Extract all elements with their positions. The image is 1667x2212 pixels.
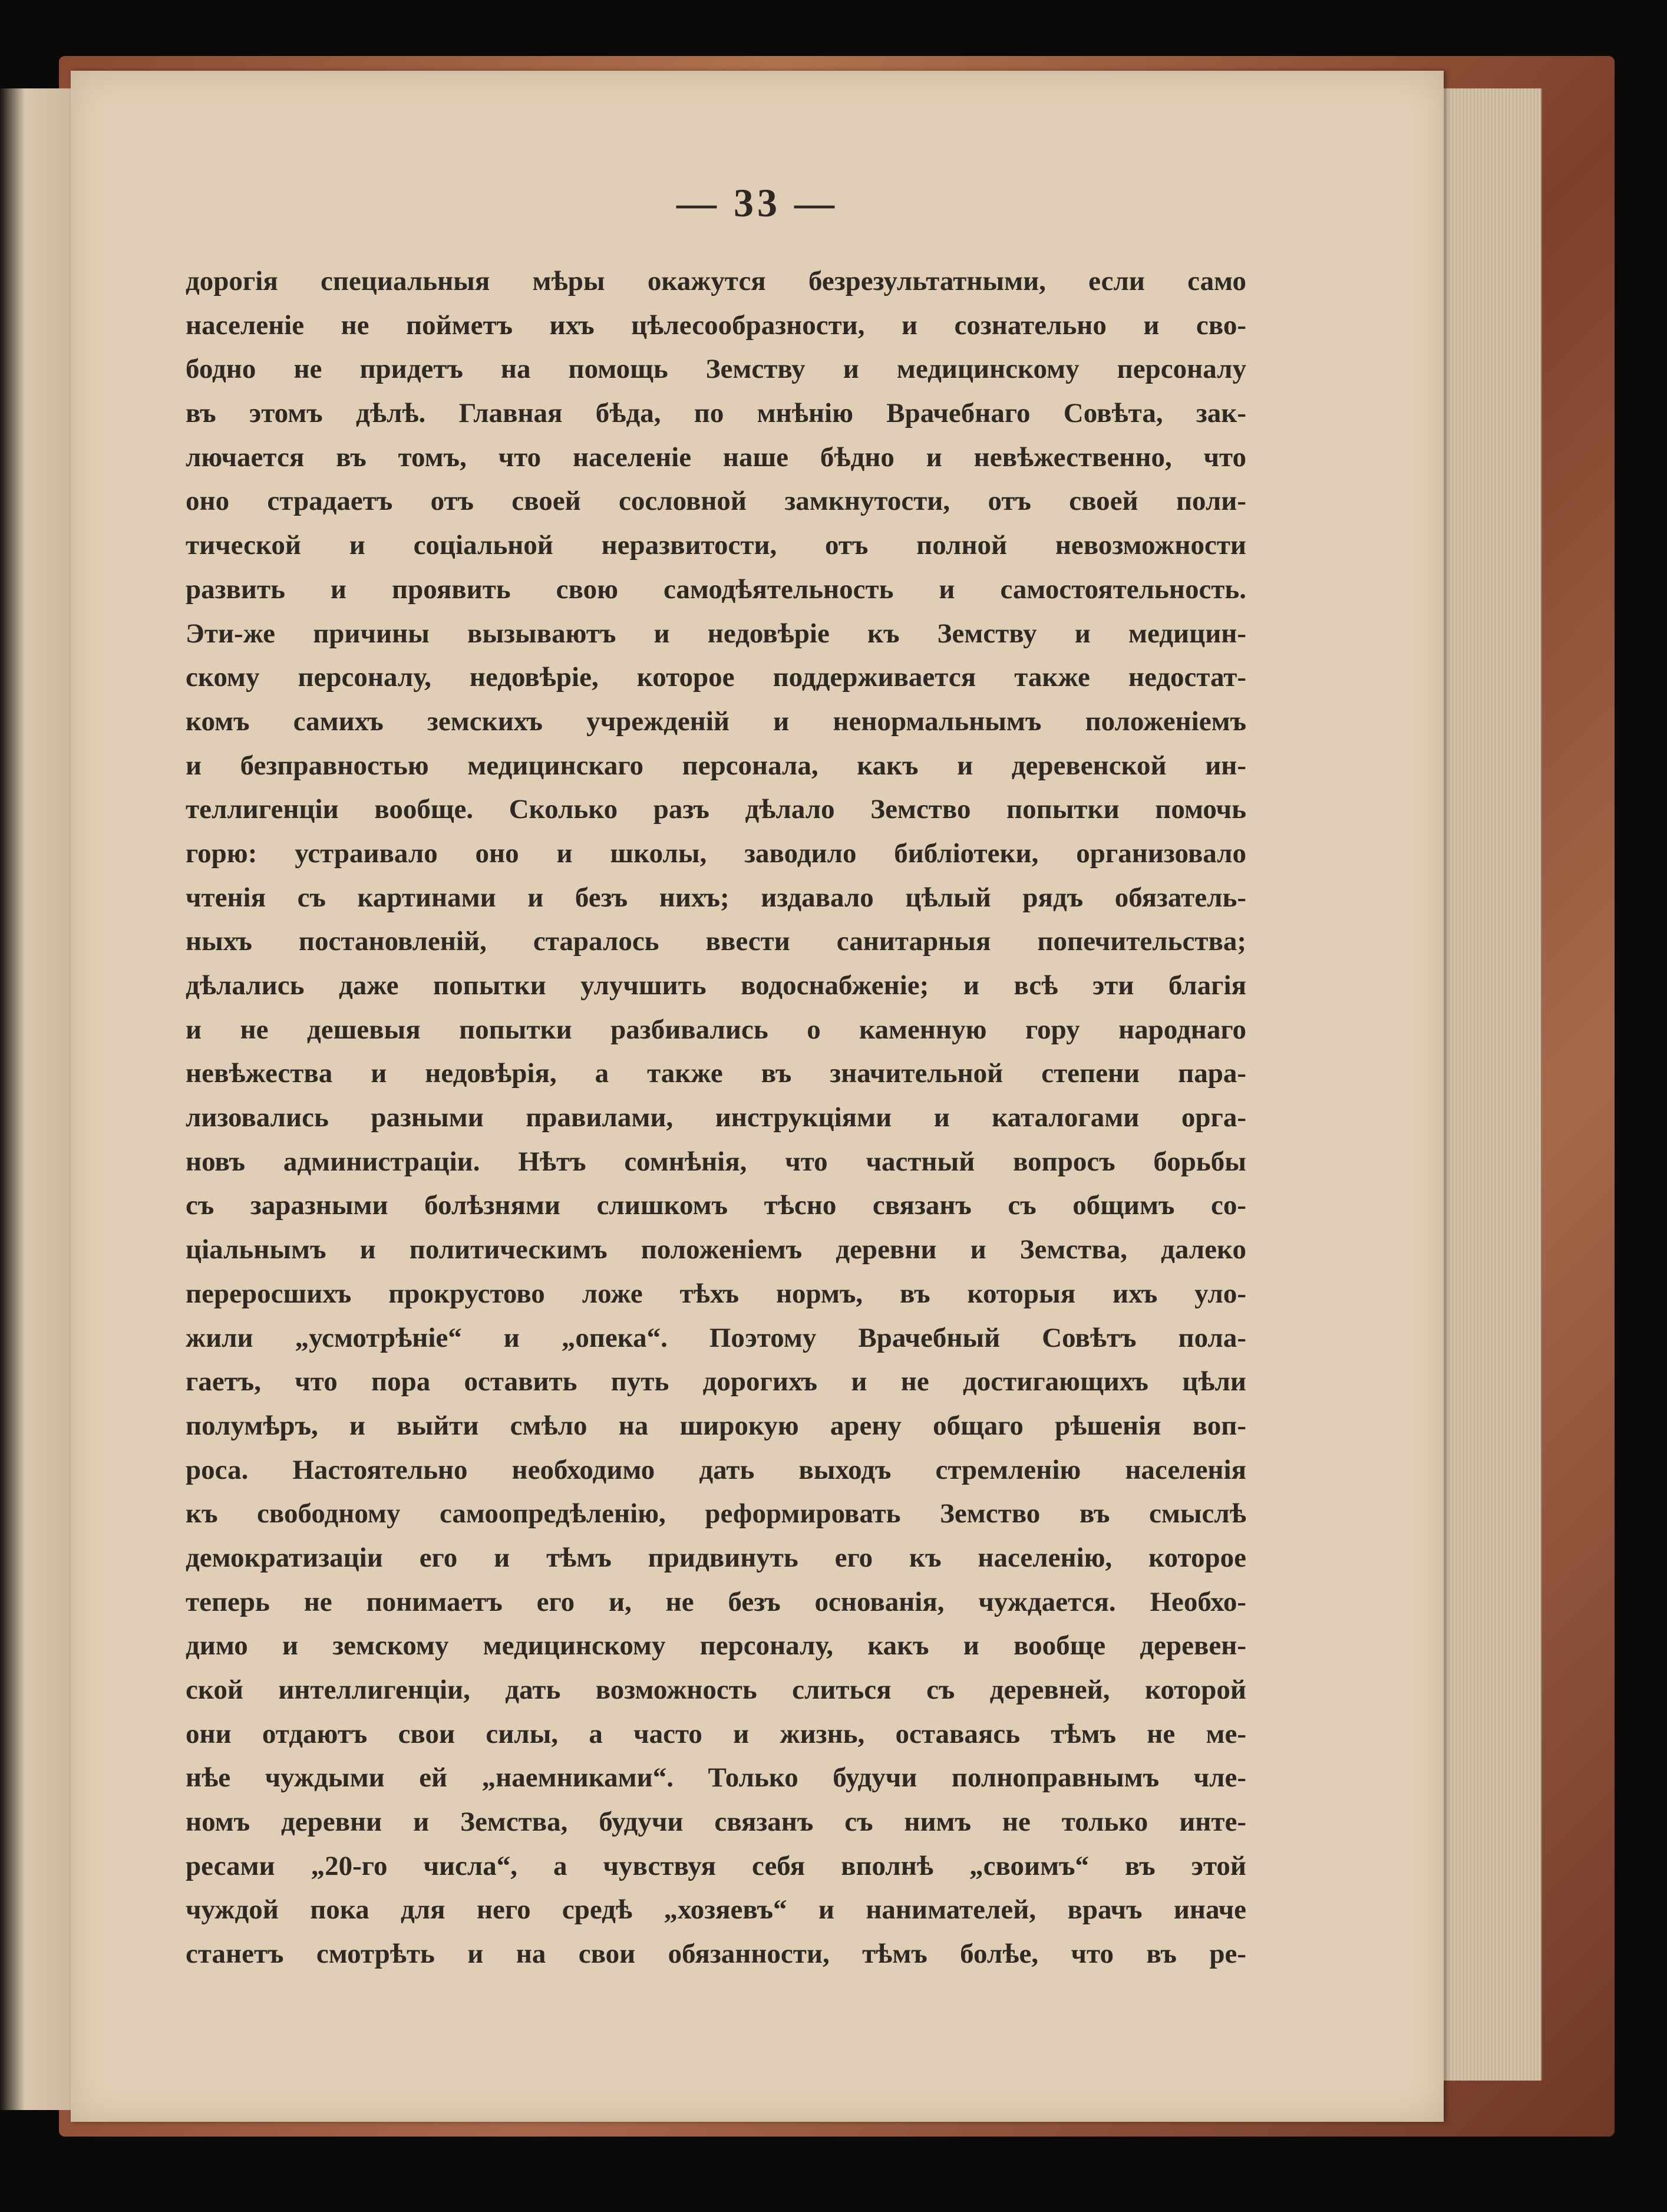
text-line: бодно не придетъ на помощь Земству и медицинскому персоналу — [186, 354, 1246, 385]
text-line: ныхъ постановленій, старалось ввести санитарныя попечительства; — [186, 926, 1246, 957]
left-page-edge — [0, 88, 71, 2110]
page-stack-edge — [1441, 88, 1542, 2081]
text-line: Эти-же причины вызываютъ и недовѣріе къ Земству и медицин- — [186, 618, 1246, 649]
text-line: гаетъ, что пора оставить путь дорогихъ и не достигающихъ цѣли — [186, 1366, 1246, 1397]
text-line: дѣлались даже попытки улучшить водоснабженіе; и всѣ эти благія — [186, 970, 1246, 1001]
text-line: димо и земскому медицинскому персоналу, какъ и вообще деревен- — [186, 1630, 1246, 1662]
text-line: дорогія специальныя мѣры окажутся безрезультатными, если само — [186, 266, 1246, 296]
text-line: ской интеллигенціи, дать возможность слиться съ деревней, которой — [186, 1674, 1246, 1705]
text-line: переросшихъ прокрустово ложе тѣхъ нормъ, въ которыя ихъ уло- — [186, 1278, 1246, 1309]
text-line: лизовались разными правилами, инструкціями и каталогами орга- — [186, 1102, 1246, 1133]
text-line: теллигенціи вообще. Сколько разъ дѣлало Земство попытки помочь — [186, 794, 1246, 825]
text-line: комъ самихъ земскихъ учрежденій и ненормальнымъ положеніемъ — [186, 706, 1246, 737]
text-line: въ этомъ дѣлѣ. Главная бѣда, по мнѣнію Врачебнаго Совѣта, зак- — [186, 398, 1246, 429]
text-line: лючается въ томъ, что населеніе наше бѣдно и невѣжественно, что — [186, 441, 1246, 473]
text-line: чтенія съ картинами и безъ нихъ; издавало цѣлый рядъ обязатель- — [186, 882, 1246, 913]
page-number: — 33 — — [676, 180, 838, 225]
text-line: теперь не понимаетъ его и, не безъ основанія, чуждается. Необхо- — [186, 1586, 1246, 1617]
text-line: станетъ смотрѣть и на свои обязанности, тѣмъ болѣе, что въ ре- — [186, 1939, 1246, 1970]
text-line: горю: устраивало оно и школы, заводило библіотеки, организовало — [186, 838, 1246, 869]
text-line: и не дешевыя попытки разбивались о каменную гору народнаго — [186, 1014, 1246, 1045]
text-line: жили „усмотрѣніе“ и „опека“. Поэтому Врачебный Совѣтъ пола- — [186, 1322, 1246, 1353]
text-line: съ заразными болѣзнями слишкомъ тѣсно связанъ съ общимъ со- — [186, 1190, 1246, 1221]
text-line: полумѣръ, и выйти смѣло на широкую арену общаго рѣшенія воп- — [186, 1410, 1246, 1441]
text-line: чуждой пока для него средѣ „хозяевъ“ и нанимателей, врачъ иначе — [186, 1894, 1246, 1926]
text-line: оно страдаетъ отъ своей сословной замкнутости, отъ своей поли- — [186, 486, 1246, 517]
text-line: демократизаціи его и тѣмъ придвинуть его къ населенію, которое — [186, 1542, 1246, 1573]
text-line: номъ деревни и Земства, будучи связанъ съ нимъ не только инте- — [186, 1806, 1246, 1838]
text-line: ціальнымъ и политическимъ положеніемъ деревни и Земства, далеко — [186, 1234, 1246, 1265]
page-body-text — [186, 259, 1246, 1976]
text-line: развить и проявить свою самодѣятельность и самостоятельность. — [186, 573, 1246, 605]
text-line: они отдаютъ свои силы, а часто и жизнь, оставаясь тѣмъ не ме- — [186, 1718, 1246, 1749]
text-line: тической и соціальной неразвитости, отъ полной невозможности — [186, 530, 1246, 561]
text-line: къ свободному самоопредѣленію, реформировать Земство въ смыслѣ — [186, 1498, 1246, 1529]
text-line: невѣжества и недовѣрія, а также въ значительной степени пара- — [186, 1058, 1246, 1089]
book-page — [71, 71, 1444, 2122]
text-line: населеніе не пойметъ ихъ цѣлесообразности, и сознательно и сво- — [186, 309, 1246, 341]
text-line: скому персоналу, недовѣріе, которое поддерживается также недостат- — [186, 662, 1246, 693]
text-line: роса. Настоятельно необходимо дать выходъ стремленію населенія — [186, 1454, 1246, 1485]
text-line: и безправностью медицинскаго персонала, какъ и деревенской ин- — [186, 750, 1246, 781]
text-line: новъ администраціи. Нѣтъ сомнѣнія, что частный вопросъ борьбы — [186, 1146, 1246, 1177]
text-line: ресами „20-го числа“, а чувствуя себя вполнѣ „своимъ“ въ этой — [186, 1850, 1246, 1881]
text-line: нѣе чуждыми ей „наемниками“. Только будучи полноправнымъ чле- — [186, 1762, 1246, 1794]
